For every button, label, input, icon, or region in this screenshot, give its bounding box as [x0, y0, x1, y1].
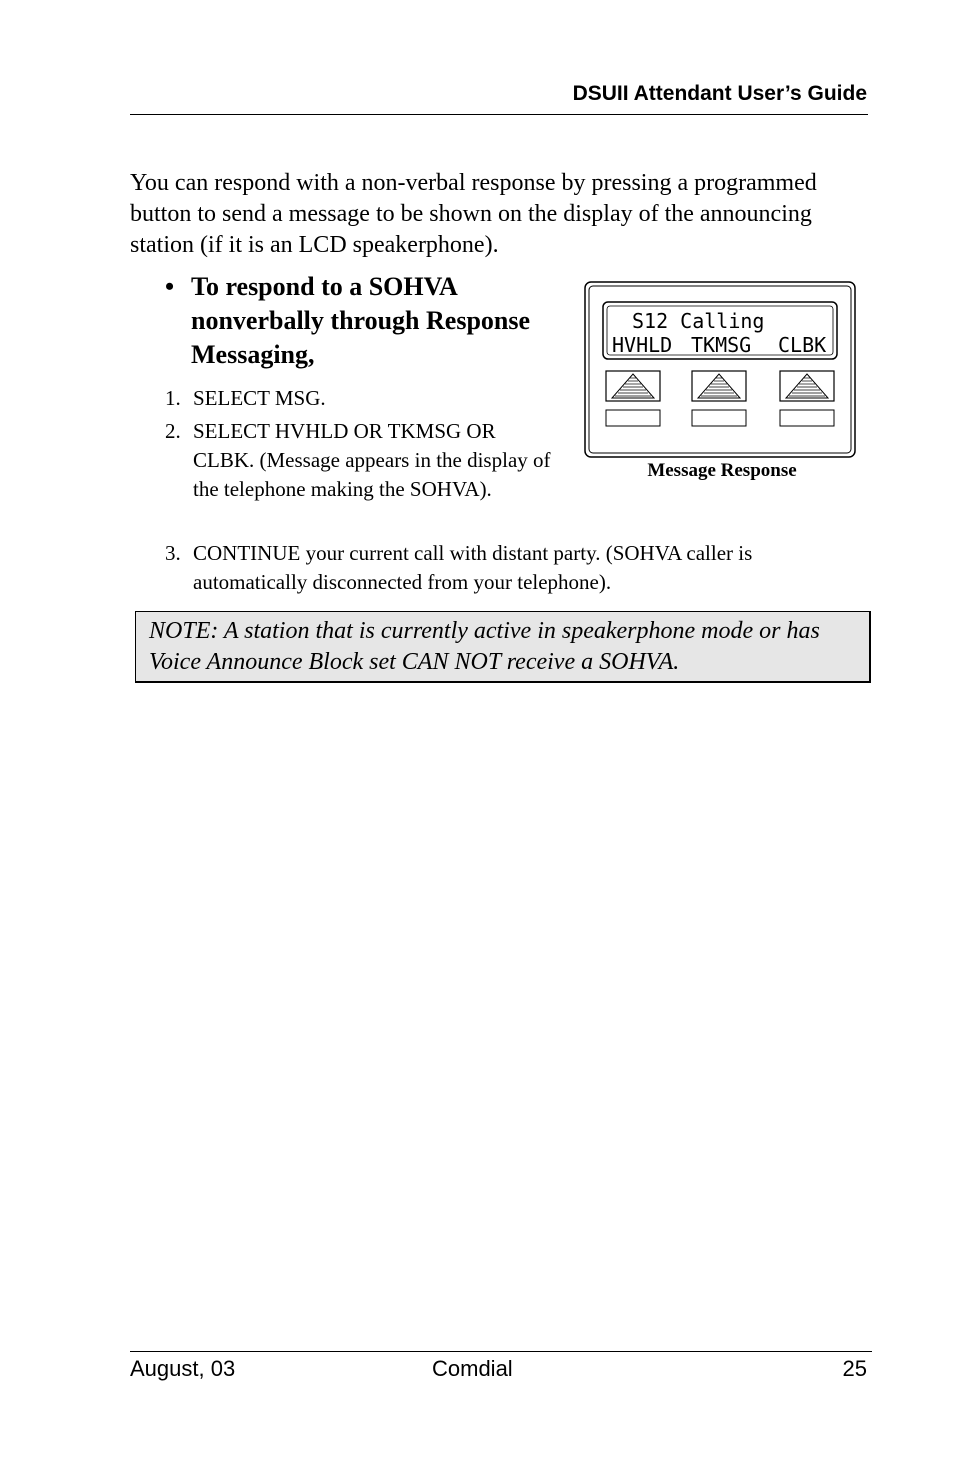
figure-caption: Message Response [647, 460, 797, 481]
step-3 [165, 539, 855, 597]
softkey-label-strip-3 [780, 410, 834, 426]
softkey-button-3[interactable] [780, 371, 834, 401]
softkey-label-strip-1 [606, 410, 660, 426]
step-text: CONTINUE your current call with distant party. (SOHVA caller is automatically disconnected from your telephone). [193, 541, 753, 594]
note-box: NOTE: A station that is currently active in speakerphone mode or has Voice Announce Block set CAN NOT receive a SOHVA. [135, 611, 871, 683]
bullet-marker: • [165, 272, 175, 301]
step-2 [165, 417, 555, 504]
lcd-line-1: S12 Calling [632, 309, 765, 333]
lcd-softkey-1: HVHLD [612, 333, 673, 357]
steps-list-continued [165, 539, 855, 597]
page-number: 25 [842, 1356, 867, 1381]
steps-list [165, 384, 555, 504]
step-text: SELECT MSG. [193, 386, 326, 410]
lcd-softkey-2: TKMSG [691, 333, 752, 357]
lcd-softkey-3: CLBK [778, 333, 827, 357]
softkey-button-1[interactable] [606, 371, 660, 401]
procedure-heading-text: To respond to a SOHVA nonverbally through Response Messaging, [191, 272, 531, 369]
header-rule [130, 114, 868, 115]
step-number: 3. [165, 541, 181, 565]
step-number: 1. [165, 386, 181, 410]
footer-company: Comdial [432, 1356, 513, 1381]
running-header: DSUII Attendant User’s Guide [572, 82, 867, 105]
softkey-label-strip-2 [692, 410, 746, 426]
phone-display-illustration [584, 281, 856, 458]
phone-display-figure [584, 281, 856, 458]
step-number: 2. [165, 419, 181, 443]
footer-date: August, 03 [130, 1356, 236, 1381]
intro-paragraph: You can respond with a non-verbal response by pressing a programmed button to send a message to be shown on the display of the announcing station (if it is an LCD speakerphone). [130, 170, 817, 258]
step-text: SELECT HVHLD OR TKMSG OR CLBK. (Message appears in the display of the telephone making the SOHVA). [193, 419, 551, 501]
procedure-heading [165, 270, 545, 372]
step-1 [165, 384, 555, 413]
footer-rule [130, 1351, 872, 1352]
softkey-button-2[interactable] [692, 371, 746, 401]
